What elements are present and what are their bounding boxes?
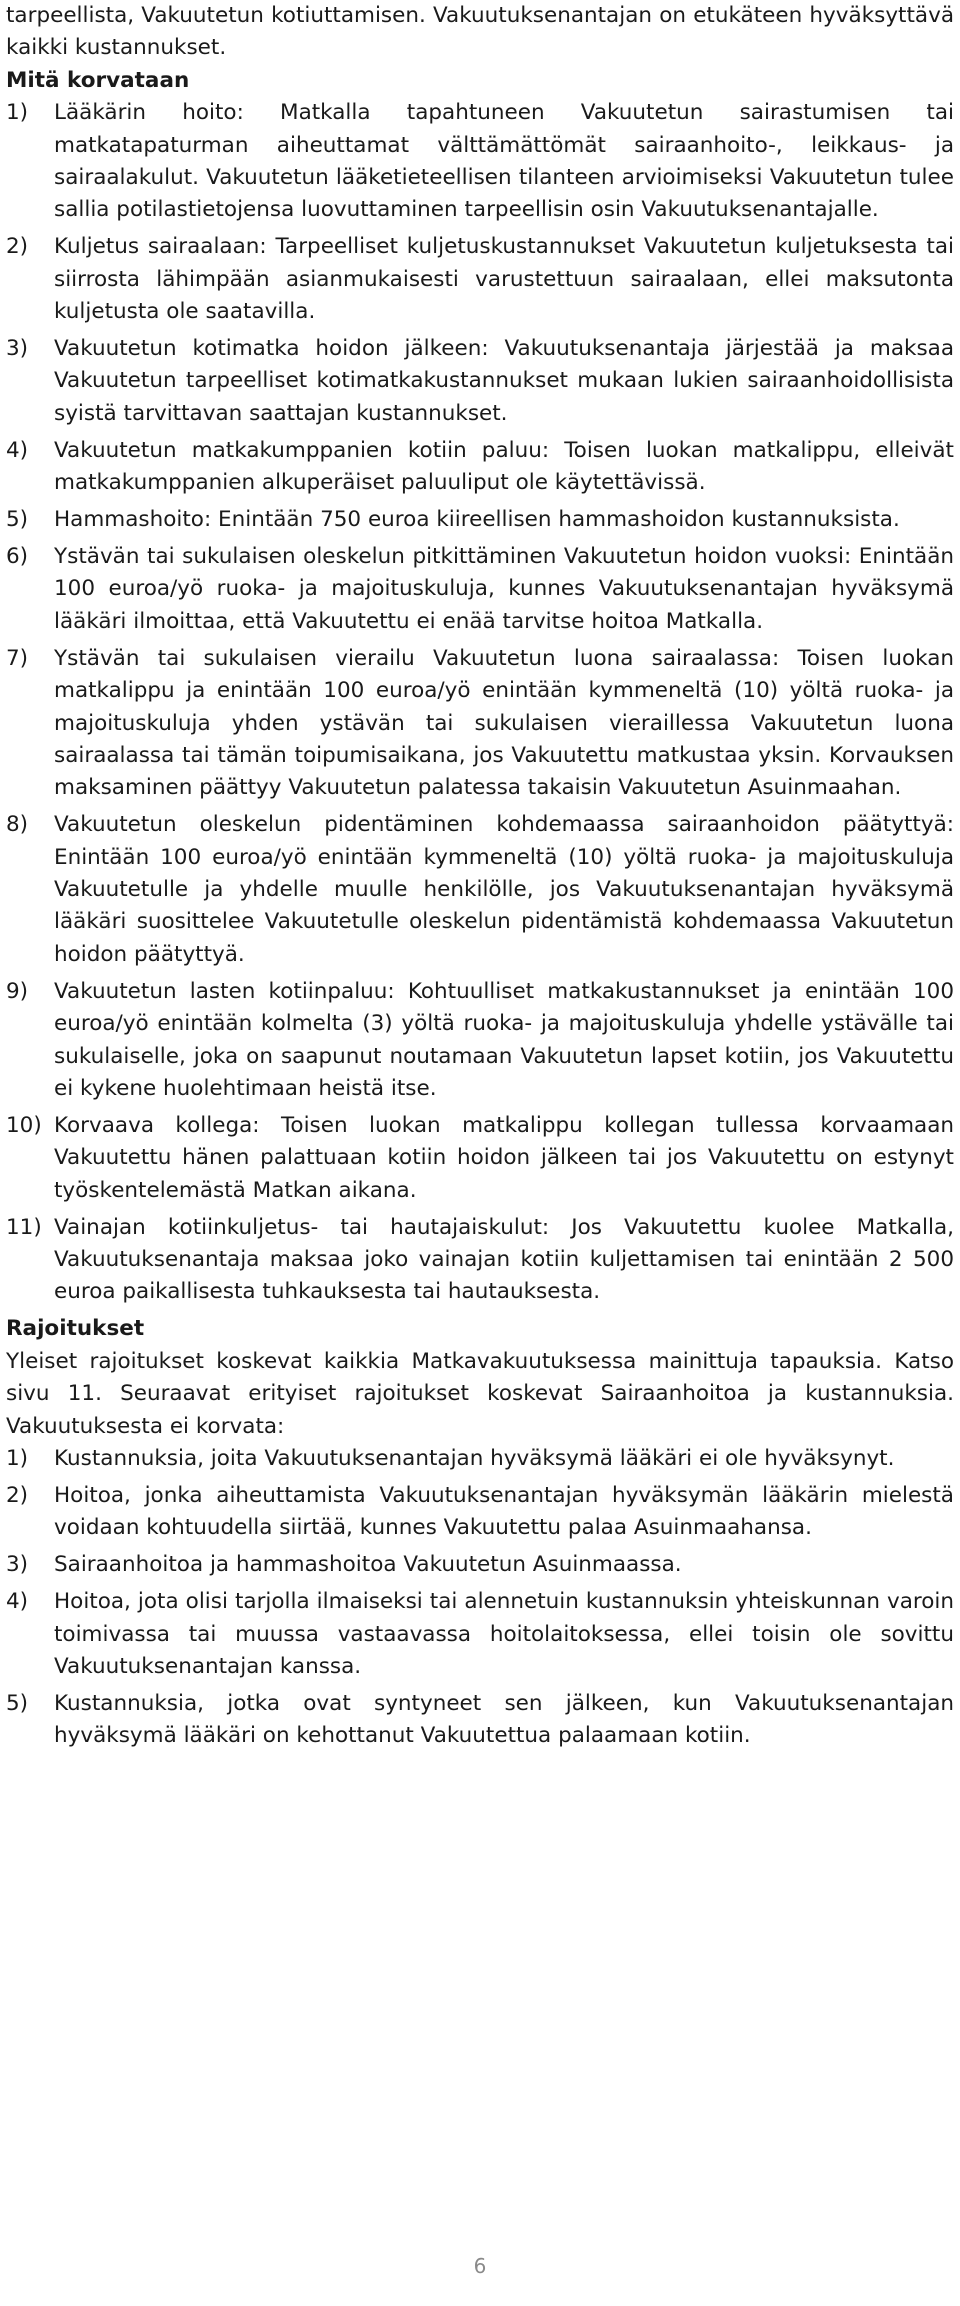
list-item-number: 1) bbox=[6, 100, 29, 126]
list-item-text: Vakuutetun matkakumppanien kotiin paluu: Toisen luokan matkalippu, elleivät matkakumppanien alkuperäiset paluuliput ole käytettävissä. bbox=[54, 437, 954, 496]
list-item bbox=[6, 435, 954, 500]
list-item-text: Vakuutetun oleskelun pidentäminen kohdemaassa sairaanhoidon päätyttyä: Enintään 100 euroa/yö enintään kymmeneltä (10) yöltä ruoka- ja majoituskuluja Vakuutetulle ja yhdelle muulle henkilölle, jos Vakuutuksenantajan hyväksymä lääkäri suosittelee Vakuutetulle oleskelun pidentämistä kohdemaassa Vakuutetun hoidon päätyttyä. bbox=[54, 812, 954, 967]
list-item-number: 8) bbox=[6, 812, 29, 838]
limitations-heading: Rajoitukset bbox=[6, 1316, 145, 1342]
list-item-text: Ystävän tai sukulaisen vierailu Vakuutetun luona sairaalassa: Toisen luokan matkalippu ja enintään 100 euroa/yö enintään kymmeneltä (10) yöltä ruoka- ja majoituskuluja yhden ystävän tai sukulaisen vieraillessa Vakuutetun luona sairaalassa tai tämän toipumisaikana, jos Vakuutettu matkustaa yksin. Korvauksen maksaminen päättyy Vakuutetun palatessa takaisin Vakuutetun Asuinmaahan. bbox=[54, 645, 954, 801]
list-item bbox=[6, 1110, 954, 1207]
list-item-number: 3) bbox=[6, 1552, 29, 1578]
limitations-intro: Yleiset rajoitukset koskevat kaikkia Matkavakuutuksessa mainittuja tapauksia. Katso sivu 11. Seuraavat erityiset rajoitukset koskevat Sairaanhoitoa ja kustannuksia. Vakuutuksesta ei korvata: bbox=[6, 1348, 954, 1439]
list-item bbox=[6, 1443, 954, 1475]
list-item-text: Vakuutetun kotimatka hoidon jälkeen: Vakuutuksenantaja järjestää ja maksaa Vakuutetun tarpeelliset kotimatkakustannukset mukaan lukien sairaanhoidollisista syistä tarvittavan saattajan kustannukset. bbox=[54, 336, 954, 426]
list-item-text: Kuljetus sairaalaan: Tarpeelliset kuljetuskustannukset Vakuutetun kuljetuksesta tai siirrosta lähimpään asianmukaisesti varustettuun sairaalaan, ellei maksutonta kuljetusta ole saatavilla. bbox=[54, 234, 954, 325]
list-item-text: Sairaanhoitoa ja hammashoitoa Vakuutetun Asuinmaassa. bbox=[54, 1552, 682, 1578]
list-item-text: Kustannuksia, joita Vakuutuksenantajan hyväksymä lääkäri ei ole hyväksynyt. bbox=[54, 1445, 895, 1471]
list-item bbox=[6, 333, 954, 430]
list-item bbox=[6, 643, 954, 805]
list-item-number: 4) bbox=[6, 437, 29, 463]
list-item bbox=[6, 1688, 954, 1753]
list-item-number: 1) bbox=[6, 1445, 29, 1471]
list-item-number: 5) bbox=[6, 1690, 29, 1716]
list-item-number: 7) bbox=[6, 645, 29, 671]
intro-paragraph: tarpeellista, Vakuutetun kotiuttamisen. Vakuutuksenantajan on etukäteen hyväksyttävä kaikki kustannukset. bbox=[6, 3, 954, 61]
list-item bbox=[6, 976, 954, 1106]
list-item bbox=[6, 541, 954, 638]
list-item bbox=[6, 231, 954, 328]
covered-list bbox=[6, 97, 954, 1309]
list-item-text: Ystävän tai sukulaisen oleskelun pitkittäminen Vakuutetun hoidon vuoksi: Enintään 100 euroa/yö ruoka- ja majoituskuluja, kunnes Vakuutuksenantajan hyväksymä lääkäri ilmoittaa, että Vakuutettu ei enää tarvitse hoitoa Matkalla. bbox=[54, 544, 954, 634]
page-number: 6 bbox=[473, 2254, 487, 2278]
list-item-number: 2) bbox=[6, 234, 29, 260]
list-item-text: Vainajan kotiinkuljetus- tai hautajaiskulut: Jos Vakuutettu kuolee Matkalla, Vakuutuksenantaja maksaa joko vainajan kotiin kuljettamisen tai enintään 2 500 euroa paikallisesta tuhkauksesta tai hautauksesta. bbox=[54, 1214, 954, 1305]
limitations-list bbox=[6, 1443, 954, 1753]
list-item bbox=[6, 97, 954, 227]
list-item bbox=[6, 809, 954, 971]
list-item-number: 10) bbox=[6, 1112, 42, 1138]
list-item bbox=[6, 1212, 954, 1309]
list-item-number: 9) bbox=[6, 978, 29, 1004]
list-item-text: Lääkärin hoito: Matkalla tapahtuneen Vakuutetun sairastumisen tai matkatapaturman aiheuttamat välttämättömät sairaanhoito-, leikkaus- ja sairaalakulut. Vakuutetun lääketieteellisen tilanteen arvioimiseksi Vakuutetun tulee sallia potilastietojensa luovuttaminen tarpeellisin osin Vakuutuksenantajalle. bbox=[54, 100, 954, 223]
list-item-number: 2) bbox=[6, 1482, 29, 1508]
list-item-text: Vakuutetun lasten kotiinpaluu: Kohtuulliset matkakustannukset ja enintään 100 euroa/yö enintään kolmelta (3) yöltä ruoka- ja majoituskuluja yhdelle ystävälle tai sukulaiselle, joka on saapunut noutamaan Vakuutetun lapset kotiin, jos Vakuutettu ei kykene huolehtimaan heistä itse. bbox=[54, 978, 954, 1101]
list-item bbox=[6, 1480, 954, 1545]
list-item-text: Hoitoa, jonka aiheuttamista Vakuutuksenantajan hyväksymän lääkärin mielestä voidaan kohtuudella siirtää, kunnes Vakuutettu palaa Asuinmaahansa. bbox=[54, 1482, 954, 1541]
list-item-text: Kustannuksia, jotka ovat syntyneet sen jälkeen, kun Vakuutuksenantajan hyväksymä lääkäri on kehottanut Vakuutettua palaamaan kotiin. bbox=[54, 1690, 954, 1749]
list-item bbox=[6, 504, 954, 536]
list-item bbox=[6, 1586, 954, 1683]
list-item-number: 6) bbox=[6, 544, 29, 569]
list-item-number: 5) bbox=[6, 507, 29, 533]
list-item-text: Hammashoito: Enintään 750 euroa kiireellisen hammashoidon kustannuksista. bbox=[54, 507, 900, 533]
covered-heading: Mitä korvataan bbox=[6, 67, 190, 93]
list-item-text: Hoitoa, jota olisi tarjolla ilmaiseksi tai alennetuin kustannuksin yhteiskunnan varoin toimivassa tai muussa vastaavassa hoitolaitoksessa, ellei toisin ole sovittu Vakuutuksenantajan kanssa. bbox=[54, 1589, 954, 1679]
list-item bbox=[6, 1549, 954, 1581]
list-item-text: Korvaava kollega: Toisen luokan matkalippu kollegan tullessa korvaamaan Vakuutettu hänen palattuaan kotiin hoidon jälkeen tai jos Vakuutettu on estynyt työskentelemästä Matkan aikana. bbox=[54, 1112, 954, 1203]
list-item-number: 3) bbox=[6, 336, 29, 362]
list-item-number: 4) bbox=[6, 1589, 29, 1615]
list-item-number: 11) bbox=[6, 1214, 42, 1240]
